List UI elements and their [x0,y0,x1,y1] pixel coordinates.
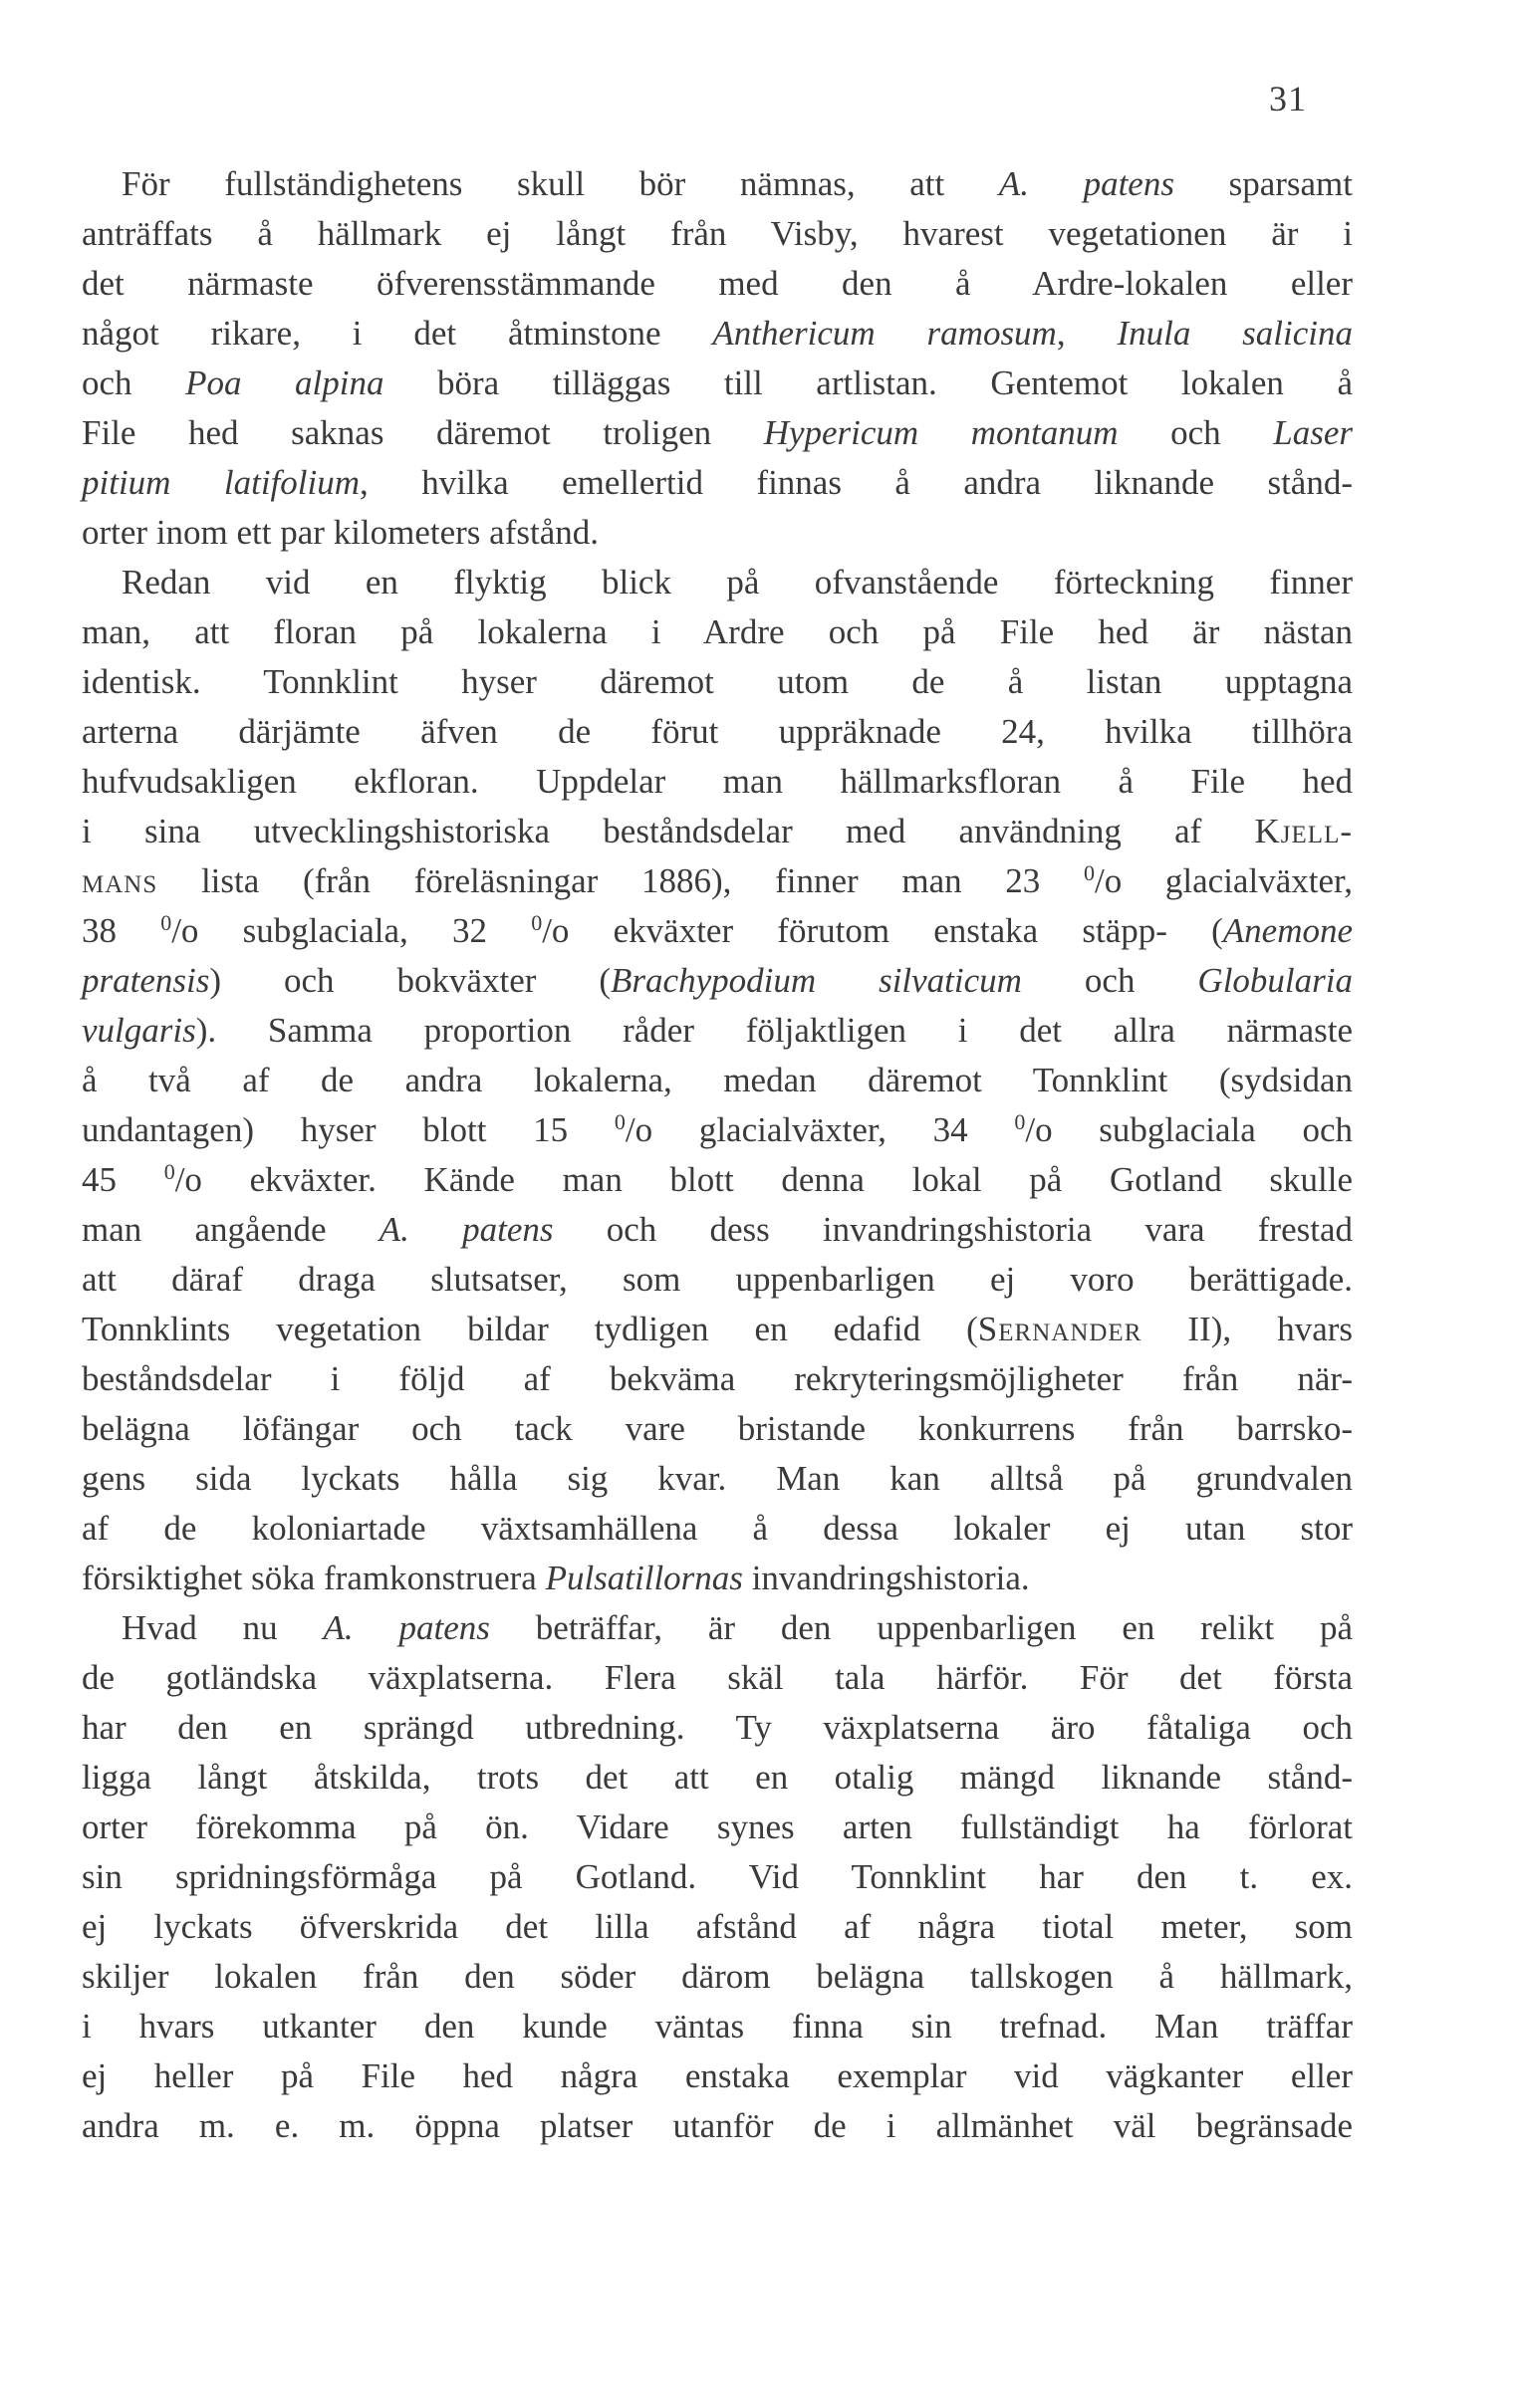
text-segment: andra m. e. m. öppna platser utanför de i allmänhet väl begränsade [82,2106,1353,2145]
text-line [82,1205,1353,1255]
superscript-text: 0 [163,1159,175,1184]
text-segment: /o subglaciala och [1025,1110,1353,1149]
text-segment: 38 [82,911,161,950]
text-segment: ej lyckats öfverskrida det lilla afstånd af några tiotal meter, som [82,1907,1353,1946]
text-line [82,906,1353,956]
body-text [82,159,1353,2151]
text-segment: gens sida lyckats hålla sig kvar. Man kan alltså på grundvalen [82,1459,1353,1498]
italic-text: pratensis [82,961,210,1000]
text-segment: ej heller på File hed några enstaka exemplar vid vägkanter eller [82,2056,1353,2095]
text-line [82,359,1353,408]
text-segment: /o ekväxter förutom enstaka stäpp- ( [542,911,1223,950]
text-segment: och [82,363,186,402]
text-line [82,1852,1353,1902]
text-line [82,1354,1353,1404]
text-line [82,209,1353,259]
text-segment: af de koloniartade växtsamhällena å dessa lokaler ej utan stor [82,1509,1353,1548]
text-line [82,1603,1353,1653]
text-line [82,2051,1353,2101]
italic-text: vulgaris [82,1011,196,1050]
text-line [82,508,1353,558]
italic-text: Hypericum montanum [763,413,1119,452]
text-segment: /o subglaciala, 32 [171,911,532,950]
text-segment: hufvudsakligen ekfloran. Uppdelar man hällmarksfloran å File hed [82,762,1353,801]
text-segment: ). Samma proportion råder följaktligen i det allra närmaste [195,1011,1353,1050]
text-segment: försiktighet söka framkonstruera [82,1559,546,1597]
text-segment: ligga långt åtskilda, trots det att en otalig mängd liknande stånd- [82,1758,1353,1797]
text-segment: Hvad nu [122,1608,324,1647]
text-line [82,558,1353,607]
text-segment: För fullständighetens skull bör nämnas, att [122,164,999,203]
text-segment: anträffats å hällmark ej långt från Visby, hvarest vegetationen är i [82,214,1353,253]
superscript-text: 0 [531,910,543,935]
text-line [82,408,1353,458]
smallcaps-text: Sernander [977,1310,1142,1348]
text-segment: böra tilläggas till artlistan. Gentemot lokalen å [383,363,1353,402]
text-segment: File hed saknas däremot troligen [82,413,764,452]
text-line [82,309,1353,359]
text-line [82,1703,1353,1753]
text-line [82,1155,1353,1205]
text-segment: arterna därjämte äfven de förut uppräknade 24, hvilka tillhöra [82,712,1353,751]
text-line [82,1653,1353,1703]
smallcaps-text: Kjell- [1254,812,1353,850]
text-segment: /o glacialväxter, [1095,861,1353,900]
text-line [82,2101,1353,2151]
text-line [82,1056,1353,1105]
text-segment: skiljer lokalen från den söder därom belägna tallskogen å hällmark, [82,1957,1353,1996]
text-segment: och dess invandringshistoria vara frestad [553,1210,1353,1249]
italic-text: Poa alpina [185,363,384,402]
italic-text: A. patens [379,1210,554,1249]
text-segment: undantagen) hyser blott 15 [82,1110,615,1149]
italic-text: Globularia [1197,961,1353,1000]
text-segment: man angående [82,1210,380,1249]
text-line [82,956,1353,1006]
text-segment: invandringshistoria. [742,1559,1030,1597]
text-line [82,1404,1353,1454]
text-line [82,1803,1353,1852]
text-segment: har den en sprängd utbredning. Ty växplatserna äro fåtaliga och [82,1708,1353,1747]
text-segment: /o glacialväxter, 34 [625,1110,1015,1149]
text-segment: 45 [82,1160,164,1199]
text-segment: orter inom ett par kilometers afstånd. [82,513,600,552]
text-line [82,856,1353,906]
text-segment: beståndsdelar i följd af bekväma rekryteringsmöjligheter från när- [82,1359,1353,1398]
text-line [82,2002,1353,2051]
text-line [82,757,1353,807]
text-segment: orter förekomma på ön. Vidare synes arten fullständigt ha förlorat [82,1807,1353,1846]
italic-text: Brachypodium silvaticum [611,961,1022,1000]
text-line [82,1504,1353,1554]
text-line [82,807,1353,856]
superscript-text: 0 [1014,1109,1026,1134]
text-line [82,1105,1353,1155]
superscript-text: 0 [614,1109,626,1134]
text-line [82,1006,1353,1056]
text-segment: Redan vid en flyktig blick på ofvanstående förteckning finner [122,563,1353,602]
text-line [82,1255,1353,1305]
italic-text: Pulsatillornas [545,1559,743,1597]
text-segment: det närmaste öfverensstämmande med den å Ardre-lokalen eller [82,264,1353,303]
text-line [82,458,1353,508]
text-line [82,1902,1353,1952]
italic-text: pitium latifolium [82,463,361,502]
text-segment: , [1056,314,1118,353]
superscript-text: 0 [1084,860,1095,885]
text-line [82,1753,1353,1803]
text-line [82,607,1353,657]
italic-text: Anthericum ramosum [712,314,1057,353]
text-segment: man, att floran på lokalerna i Ardre och på File hed är nästan [82,612,1353,651]
text-segment: i hvars utkanter den kunde väntas finna sin trefnad. Man träffar [82,2007,1353,2046]
text-segment: Tonnklints vegetation bildar tydligen en edafid ( [82,1310,978,1348]
italic-text: Anemone [1222,911,1354,950]
text-segment: i sina utvecklingshistoriska beståndsdelar med användning af [82,812,1255,850]
italic-text: Inula salicina [1117,314,1353,353]
text-line [82,259,1353,309]
text-segment: sin spridningsförmåga på Gotland. Vid Tonnklint har den t. ex. [82,1857,1353,1896]
text-segment: /o ekväxter. Kände man blott denna lokal på Gotland skulle [174,1160,1354,1199]
text-line [82,1305,1353,1354]
italic-text: A. patens [998,164,1174,203]
text-segment: , hvilka emellertid finnas å andra liknande stånd- [360,463,1353,502]
superscript-text: 0 [160,910,172,935]
italic-text: Laser [1273,413,1353,452]
text-line [82,657,1353,707]
text-segment: identisk. Tonnklint hyser däremot utom de å listan upptagna [82,662,1353,701]
text-segment: ) och bokväxter ( [209,961,612,1000]
text-segment: och [1021,961,1198,1000]
text-segment: något rikare, i det åtminstone [82,314,713,353]
text-segment: och [1118,413,1274,452]
text-segment: II), hvars [1141,1310,1353,1348]
text-segment: å två af de andra lokalerna, medan däremot Tonnklint (sydsidan [82,1061,1353,1099]
text-line [82,1554,1353,1603]
text-segment: beträffar, är den uppenbarligen en relikt på [489,1608,1353,1647]
text-line [82,1952,1353,2002]
text-segment: de gotländska växplatserna. Flera skäl tala härför. För det första [82,1658,1353,1697]
text-segment: att däraf draga slutsatser, som uppenbarligen ej voro berättigade. [82,1260,1353,1299]
text-segment: lista (från föreläsningar 1886), finner man 23 [157,861,1084,900]
text-segment: belägna löfängar och tack vare bristande konkurrens från barrsko- [82,1409,1353,1448]
italic-text: A. patens [323,1608,490,1647]
page-number: 31 [1269,79,1307,119]
text-line [82,707,1353,757]
smallcaps-text: mans [82,861,158,900]
text-line [82,159,1353,209]
text-line [82,1454,1353,1504]
text-segment: sparsamt [1173,164,1353,203]
